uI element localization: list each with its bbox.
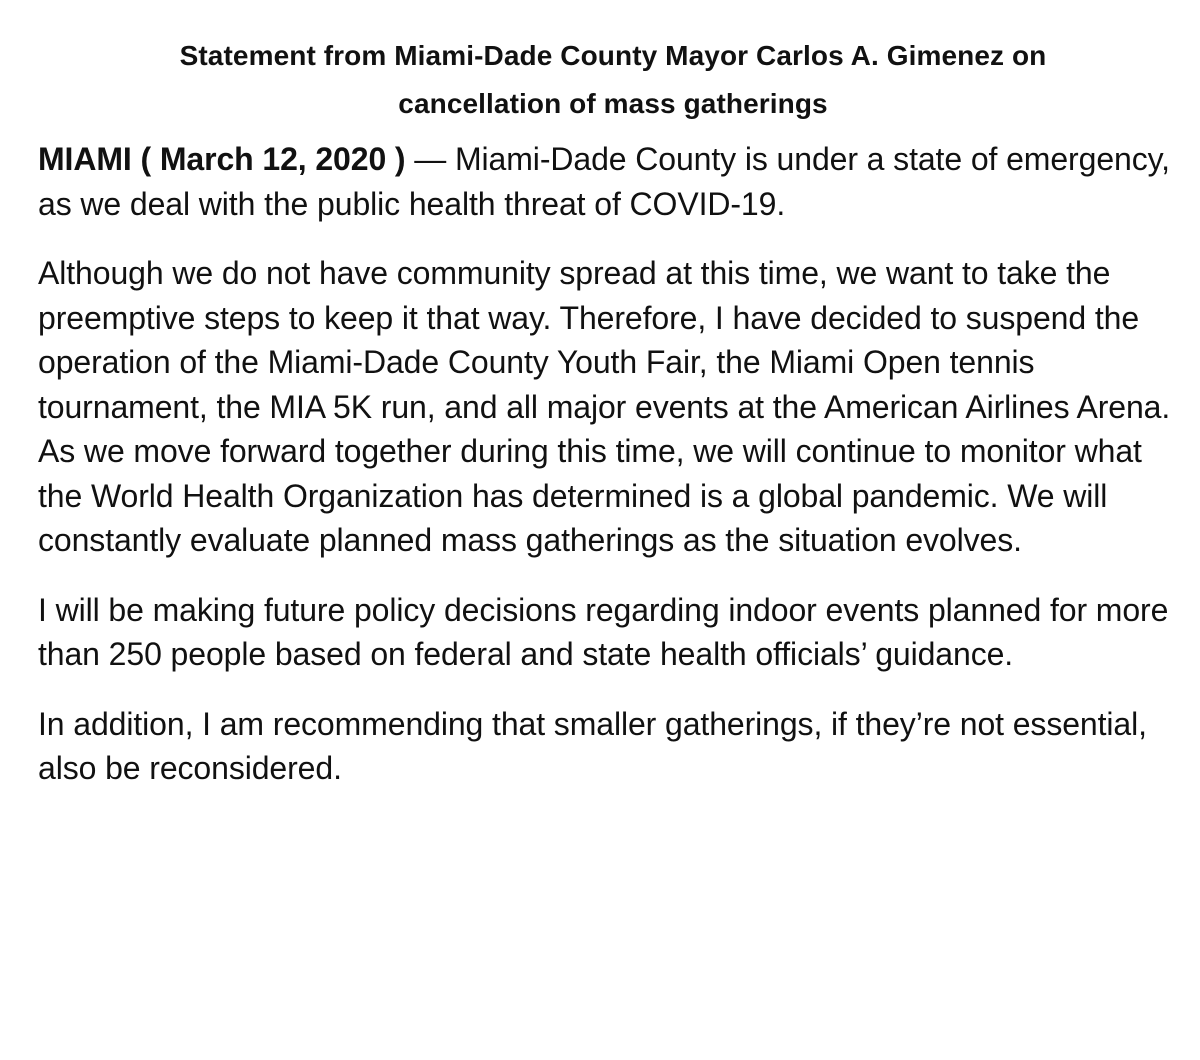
statement-title xyxy=(38,0,1188,128)
paragraph-2: Although we do not have community spread at this time, we want to take the preemptive steps to keep it that way. Therefore, I have decided to suspend the operation of the Miami-Dade County Youth Fair, the Miami Open tennis tournament, the MIA 5K run, and all major events at the American Airlines Arena. As we move forward together during this time, we will continue to monitor what the World Health Organization has determined is a global pandemic. We will constantly evaluate planned mass gatherings as the situation evolves. xyxy=(38,255,1171,558)
title-line-2: cancellation of mass gatherings xyxy=(398,88,828,119)
paragraph-4: In addition, I am recommending that smaller gatherings, if they’re not essential, also be reconsidered. xyxy=(38,705,1147,786)
press-statement xyxy=(38,0,1188,791)
paragraph-3: I will be making future policy decisions regarding indoor events planned for more than 250 people based on federal and state health officials’ guidance. xyxy=(38,591,1169,672)
paragraph-1-text: — Miami-Dade County is under a state of emergency, as we deal with the public health threat of COVID-19. xyxy=(38,141,1170,222)
dateline: MIAMI ( March 12, 2020 ) xyxy=(38,141,406,177)
paragraph-1 xyxy=(38,137,1188,226)
title-line-1: Statement from Miami-Dade County Mayor Carlos A. Gimenez on xyxy=(179,40,1047,71)
